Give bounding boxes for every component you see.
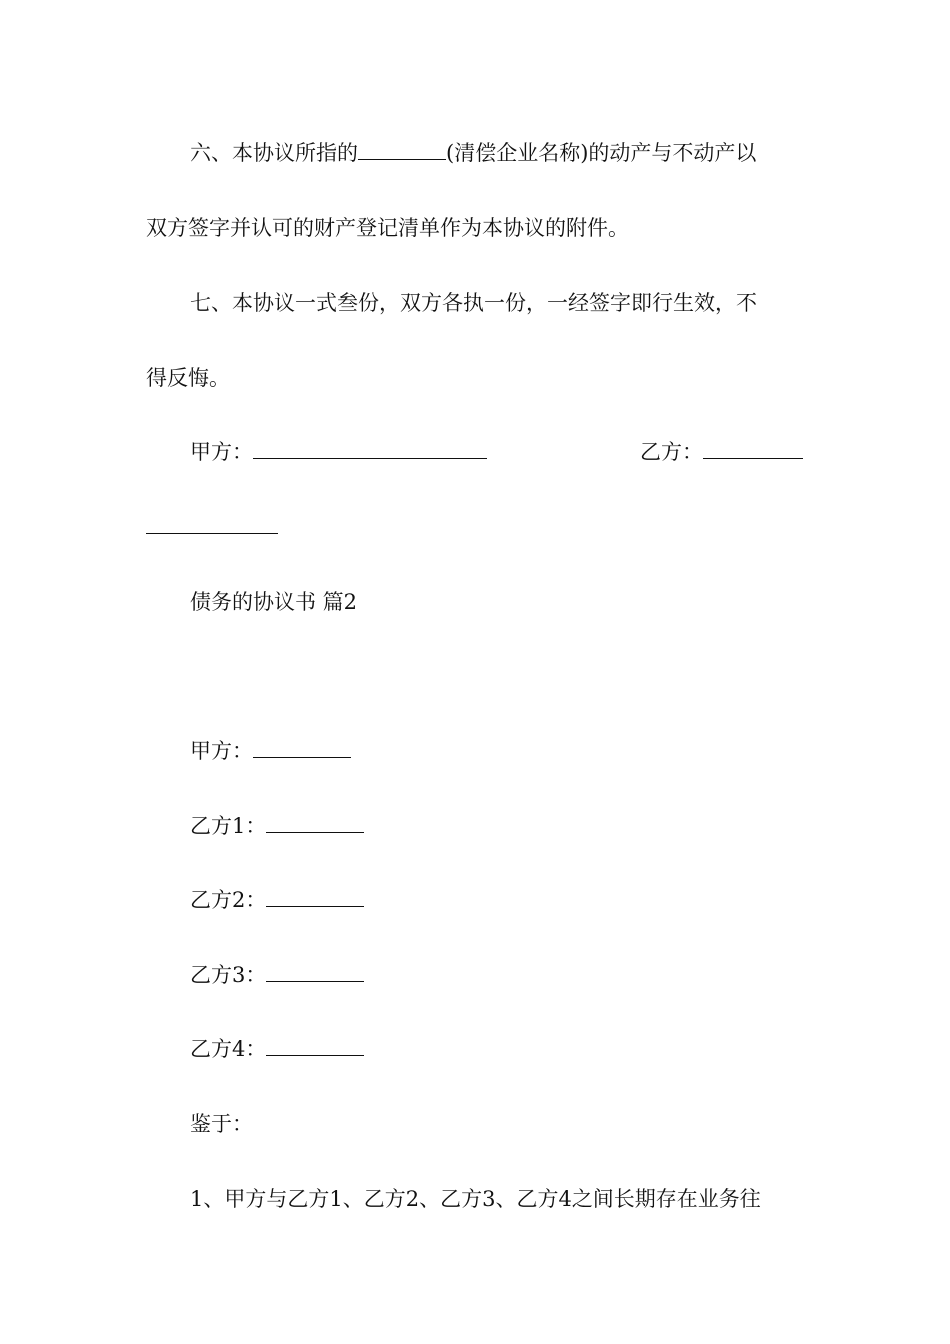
section2-party-b1-label: 乙方1： <box>190 814 267 838</box>
section2-party-b2 <box>190 885 364 915</box>
para6-line1 <box>190 138 756 168</box>
company-name-blank <box>358 141 446 160</box>
para7-line2: 得反悔。 <box>146 366 230 390</box>
section2-title: 债务的协议书 篇2 <box>190 590 358 614</box>
section2-party-b3-blank <box>266 963 364 982</box>
section2-party-b4 <box>190 1034 364 1064</box>
section2-party-b3-label: 乙方3： <box>190 963 267 987</box>
section2-party-b1-blank <box>266 814 364 833</box>
section2-whereas: 鉴于： <box>190 1112 253 1136</box>
para6-line1-prefix: 六、本协议所指的 <box>190 141 358 165</box>
section2-party-a-label: 甲方： <box>190 739 253 763</box>
signature-party-a-blank <box>253 440 487 459</box>
section2-clause1: 1、甲方与乙方1、乙方2、乙方3、乙方4之间长期存在业务往 <box>190 1187 761 1211</box>
para6-line2: 双方签字并认可的财产登记清单作为本协议的附件。 <box>146 216 629 240</box>
section2-party-a <box>190 736 351 766</box>
section2-party-b4-label: 乙方4： <box>190 1037 267 1061</box>
section2-party-b3 <box>190 960 364 990</box>
signature-party-b-blank <box>703 440 803 459</box>
signature-party-b-label: 乙方： <box>640 440 703 464</box>
section2-party-b4-blank <box>266 1037 364 1056</box>
section2-party-b1 <box>190 811 364 841</box>
para6-line1-suffix: (清偿企业名称)的动产与不动产以 <box>446 141 757 165</box>
section2-party-b2-blank <box>266 888 364 907</box>
section2-party-a-blank <box>253 739 351 758</box>
signature-party-a <box>190 437 487 467</box>
section2-party-b2-label: 乙方2： <box>190 888 267 912</box>
para7-line1: 七、本协议一式叁份，双方各执一份，一经签字即行生效，不 <box>190 291 757 315</box>
signature-party-b-blank-line2 <box>146 515 278 534</box>
signature-party-b <box>640 437 803 467</box>
signature-party-b-blank-continued <box>146 512 278 542</box>
signature-party-a-label: 甲方： <box>190 440 253 464</box>
